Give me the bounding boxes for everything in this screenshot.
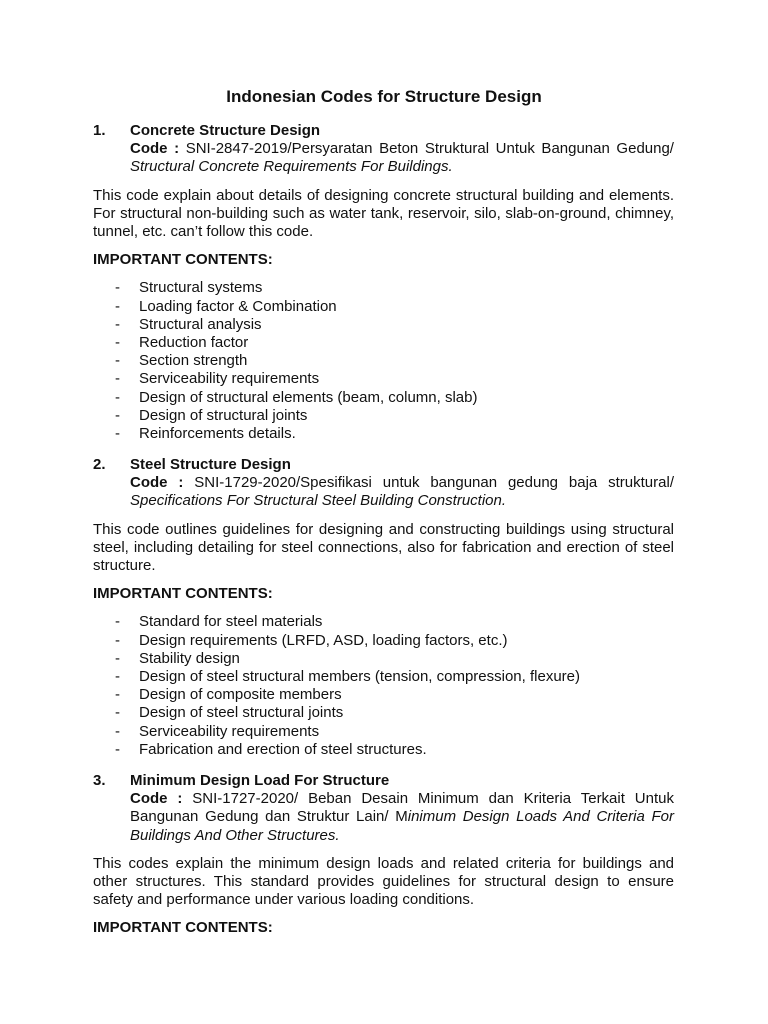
bullet-dash: - xyxy=(115,740,120,758)
list-item xyxy=(93,316,674,334)
list-item xyxy=(93,723,674,741)
list-item-text: Standard for steel materials xyxy=(139,613,323,631)
section-steel xyxy=(93,456,674,759)
section-description: This code explain about details of designing concrete structural building and elements. For structural non-building such as water tank, reservoir, silo, slab-on-ground, chimney, tunnel, etc. can’t follow this code. xyxy=(93,186,674,241)
list-item-text: Serviceability requirements xyxy=(139,722,320,740)
section-concrete xyxy=(93,122,674,443)
list-item xyxy=(93,334,674,352)
list-item xyxy=(93,704,674,722)
code-english-title: Specifications For Structural Steel Building Construction. xyxy=(130,492,507,510)
list-item-text: Stability design xyxy=(139,649,240,667)
bullet-dash: - xyxy=(115,668,120,686)
list-item xyxy=(93,686,674,704)
bullet-dash: - xyxy=(115,704,120,722)
list-item xyxy=(93,741,674,759)
bullet-dash: - xyxy=(115,686,120,704)
list-item xyxy=(93,613,674,631)
code-reference xyxy=(130,140,674,176)
list-item-text: Structural systems xyxy=(139,279,263,297)
bullet-dash: - xyxy=(115,613,120,631)
bullet-dash: - xyxy=(115,425,120,443)
bullet-dash: - xyxy=(115,631,120,649)
bullet-dash: - xyxy=(115,315,120,333)
list-item xyxy=(93,632,674,650)
section-header xyxy=(93,122,674,177)
section-header xyxy=(93,456,674,511)
list-item xyxy=(93,668,674,686)
code-reference xyxy=(130,474,674,510)
list-item-text: Design of steel structural members (tension, compression, flexure) xyxy=(139,668,581,686)
list-item xyxy=(93,370,674,388)
code-english-title: inimum Design Loads And Criteria For Buildings And Other Structures. xyxy=(130,808,674,844)
code-reference xyxy=(130,790,674,845)
code-label: Code : xyxy=(130,790,183,808)
code-text: SNI-1727-2020/ Beban Desain Minimum dan Kriteria Terkait Untuk Bangunan Gedung dan Struktur Lain/ M xyxy=(130,790,674,826)
section-number: 1. xyxy=(93,122,106,139)
list-item-text: Design requirements (LRFD, ASD, loading factors, etc.) xyxy=(139,631,508,649)
document-title: Indonesian Codes for Structure Design xyxy=(226,87,542,106)
list-item xyxy=(93,298,674,316)
bullet-dash: - xyxy=(115,649,120,667)
bullet-dash: - xyxy=(115,722,120,740)
section-description: This code outlines guidelines for designing and constructing buildings using structural steel, including detailing for steel connections, also for fabrication and erection of steel structure. xyxy=(93,520,674,575)
code-text: SNI-2847-2019/Persyaratan Beton Struktural Untuk Bangunan Gedung/ xyxy=(179,140,674,158)
code-english-title: Structural Concrete Requirements For Buildings. xyxy=(130,158,453,176)
list-item xyxy=(93,407,674,425)
list-item-text: Fabrication and erection of steel structures. xyxy=(139,740,427,758)
code-text: SNI-1729-2020/Spesifikasi untuk bangunan gedung baja struktural/ xyxy=(183,474,674,492)
list-item xyxy=(93,389,674,407)
list-item xyxy=(93,279,674,297)
important-contents-label: IMPORTANT CONTENTS: xyxy=(93,585,273,603)
bullet-dash: - xyxy=(115,370,120,388)
list-item xyxy=(93,650,674,668)
list-item-text: Reduction factor xyxy=(139,334,249,352)
list-item xyxy=(93,425,674,443)
important-contents-list xyxy=(93,613,674,759)
code-label: Code : xyxy=(130,140,180,158)
list-item-text: Structural analysis xyxy=(139,315,262,333)
section-number: 3. xyxy=(93,772,106,789)
bullet-dash: - xyxy=(115,388,120,406)
section-heading: Concrete Structure Design xyxy=(130,122,321,139)
important-contents-label: IMPORTANT CONTENTS: xyxy=(93,251,273,269)
list-item-text: Design of structural joints xyxy=(139,406,308,424)
list-item-text: Reinforcements details. xyxy=(139,425,296,443)
bullet-dash: - xyxy=(115,279,120,297)
bullet-dash: - xyxy=(115,352,120,370)
list-item xyxy=(93,352,674,370)
code-label: Code : xyxy=(130,474,184,492)
section-header xyxy=(93,772,674,845)
section-number: 2. xyxy=(93,456,106,473)
section-heading: Steel Structure Design xyxy=(130,456,291,473)
list-item-text: Loading factor & Combination xyxy=(139,297,337,315)
important-contents-list xyxy=(93,279,674,443)
section-description: This codes explain the minimum design loads and related criteria for buildings and other structures. This standard provides guidelines for structural design to ensure safety and performance under various loading conditions. xyxy=(93,854,674,909)
list-item-text: Design of structural elements (beam, column, slab) xyxy=(139,388,478,406)
bullet-dash: - xyxy=(115,406,120,424)
section-heading: Minimum Design Load For Structure xyxy=(130,772,390,789)
bullet-dash: - xyxy=(115,334,120,352)
list-item-text: Design of steel structural joints xyxy=(139,704,344,722)
list-item-text: Serviceability requirements xyxy=(139,370,320,388)
section-design-load xyxy=(93,772,674,938)
list-item-text: Design of composite members xyxy=(139,686,342,704)
bullet-dash: - xyxy=(115,297,120,315)
list-item-text: Section strength xyxy=(139,352,248,370)
important-contents-label: IMPORTANT CONTENTS: xyxy=(93,919,273,937)
